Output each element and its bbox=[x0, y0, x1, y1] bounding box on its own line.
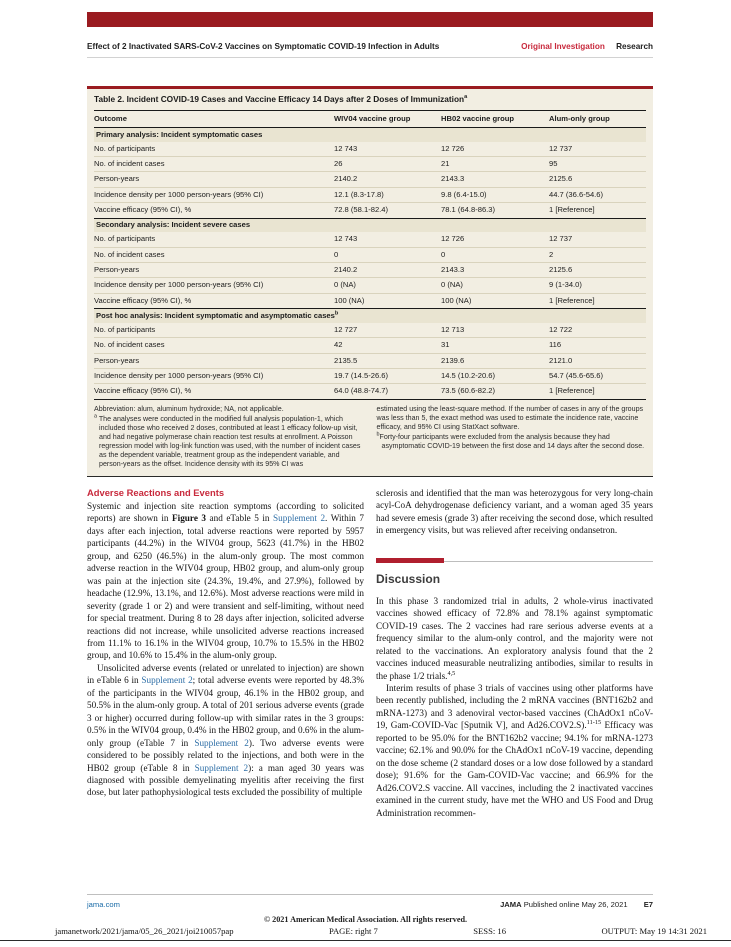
page-label: PAGE: right 7 bbox=[328, 926, 378, 936]
text-run: Efficacy was reported to be 95.0% for the BNT162b2 vaccine; 94.1% for mRNA-1273 vaccine; 62.1% and 90.0% for the ChAdOx1 nCoV-19 vaccine, depending on the dose scheme (2 standard doses or a low dose followed by a standard dose); 91.6% for the Gam-COVID-Vac vaccine; and 66.9% for the Ad26.COV2.S vaccine. All vaccines, including the 2 inactivated vaccines examined in the current study, have met the WHO and US Food and Drug Administration recommen- bbox=[376, 720, 654, 818]
row-value: 12 722 bbox=[549, 324, 573, 334]
paragraph bbox=[87, 662, 364, 799]
header-rule bbox=[87, 57, 653, 58]
abbreviation-note: Abbreviation: alum, aluminum hydroxide; NA, not applicable. bbox=[94, 404, 284, 413]
header-labels bbox=[512, 42, 653, 51]
row-value: 78.1 (64.8-86.3) bbox=[441, 203, 549, 218]
row-value: 0 bbox=[334, 247, 441, 262]
inline-link[interactable]: Supplement 2 bbox=[141, 675, 193, 686]
row-label: No. of incident cases bbox=[94, 157, 334, 172]
footer bbox=[87, 900, 653, 909]
top-maroon-bar bbox=[87, 12, 653, 27]
table-row bbox=[94, 262, 646, 277]
table-row bbox=[94, 368, 646, 383]
inline-link[interactable]: Supplement 2 bbox=[273, 513, 326, 524]
copyright-line: © 2021 American Medical Association. All rights reserved. bbox=[263, 915, 468, 924]
row-value: 9 (1-34.0) bbox=[549, 278, 646, 293]
row-value: 19.7 (14.5-26.6) bbox=[334, 368, 441, 383]
row-label: Person-years bbox=[94, 172, 334, 187]
table2 bbox=[94, 110, 646, 400]
sess-label: SESS: 16 bbox=[473, 926, 506, 936]
row-value: 2140.2 bbox=[334, 172, 441, 187]
row-value: 2143.3 bbox=[441, 172, 549, 187]
row-value: 1 [Reference] bbox=[549, 203, 646, 218]
row-label: No. of participants bbox=[94, 234, 156, 244]
row-label: Vaccine efficacy (95% CI), % bbox=[94, 293, 334, 308]
column-header-alum: Alum-only group bbox=[549, 111, 646, 128]
row-value: 2125.6 bbox=[549, 262, 646, 277]
jama-com-link[interactable]: jama.com bbox=[87, 900, 120, 909]
journal-name: JAMA bbox=[500, 900, 522, 909]
paragraph bbox=[87, 500, 364, 662]
row-value: 2139.6 bbox=[441, 353, 549, 368]
footnote-left-column bbox=[94, 405, 364, 470]
row-value: 2125.6 bbox=[549, 172, 646, 187]
row-value: 31 bbox=[441, 338, 549, 353]
section-superscript: b bbox=[334, 310, 339, 317]
slug-text: jamanetwork/2021/jama/05_26_2021/joi210057pap bbox=[55, 926, 234, 936]
category-label: Original Investigation bbox=[521, 42, 605, 51]
footer-rule bbox=[87, 894, 653, 895]
row-label: Incidence density per 1000 person-years (95% CI) bbox=[94, 368, 334, 383]
table-section-header: Post hoc analysis: Incident symptomatic and asymptomatic cases$^b$ bbox=[94, 309, 646, 323]
table-section-header: Primary analysis: Incident symptomatic cases bbox=[94, 128, 646, 142]
text-run: ; total adverse events were reported by 48.3% of the participants in the WIV04 group, 46.1% in the HB02 group, and 50.5% in the alum-only group. A total of 201 serious adverse events (grade 3 or higher) occurred during follow-up with similar rates in the 3 groups: 0.5% in the WIV04 group, 0.4% in the HB02 group, and 0.6% in the alum-only group (eTable 7 in bbox=[87, 675, 364, 748]
footnote-right-column bbox=[377, 405, 647, 470]
row-value: 2 bbox=[549, 247, 646, 262]
table-row bbox=[94, 203, 646, 218]
table-row bbox=[94, 293, 646, 308]
footnote-b: $^b$Forty-four participants were excluded from the analysis because they had asymptomatic COVID-19 between the first dose and 14 days after the second dose. bbox=[376, 431, 645, 450]
row-label: Vaccine efficacy (95% CI), % bbox=[94, 203, 334, 218]
row-value: 54.7 (45.6-65.6) bbox=[549, 368, 646, 383]
text-run: ). Two adverse events were considered to be possibly related to the injections, and both were in the HB02 group (eTable 8 in bbox=[87, 737, 364, 773]
table-row bbox=[94, 172, 646, 187]
row-value: 9.8 (6.4-15.0) bbox=[441, 187, 549, 202]
row-value: 2121.0 bbox=[549, 353, 646, 368]
table-row bbox=[94, 353, 646, 368]
inline-link[interactable]: Supplement 2 bbox=[194, 737, 249, 748]
page-number: E7 bbox=[643, 900, 653, 909]
discussion-heading: Discussion bbox=[376, 571, 441, 586]
row-value: 12 743 bbox=[334, 234, 358, 244]
running-header bbox=[87, 42, 653, 51]
discussion-red-bar bbox=[376, 558, 444, 563]
row-label: No. of participants bbox=[94, 143, 156, 153]
row-value: 0 bbox=[441, 247, 549, 262]
table-footnotes bbox=[94, 400, 646, 470]
row-value: 12.1 (8.3-17.8) bbox=[334, 187, 441, 202]
table-row bbox=[94, 247, 646, 262]
row-value: 12 737 bbox=[549, 234, 573, 244]
table2-title: Table 2. Incident COVID-19 Cases and Vaccine Efficacy 14 Days after 2 Doses of Immunization$^a$ bbox=[94, 94, 468, 104]
output-label: OUTPUT: May 19 14:31 2021 bbox=[601, 926, 707, 936]
row-value: 12 713 bbox=[441, 324, 465, 334]
bottom-rule bbox=[0, 940, 731, 941]
footnote-a-marker: a bbox=[94, 413, 97, 420]
row-value: 2140.2 bbox=[334, 262, 441, 277]
row-value: 0 (NA) bbox=[334, 278, 441, 293]
row-value: 100 (NA) bbox=[441, 293, 549, 308]
row-value: 42 bbox=[334, 338, 441, 353]
table-row bbox=[94, 323, 646, 338]
row-value: 72.8 (58.1-82.4) bbox=[334, 203, 441, 218]
row-value: 44.7 (36.6-54.6) bbox=[549, 187, 646, 202]
row-value: 12 727 bbox=[334, 324, 358, 334]
paragraph bbox=[376, 595, 653, 682]
row-value: 12 737 bbox=[549, 143, 573, 153]
citation-superscript: 4,5 bbox=[447, 669, 456, 677]
footnote-b-marker: b bbox=[376, 431, 380, 438]
row-label: Incidence density per 1000 person-years (95% CI) bbox=[94, 278, 334, 293]
footnote-a-continuation: estimated using the least-square method. If the number of cases in any of the groups was less than 5, the exact method was used to estimate the incidence rate, vaccine efficacy, and 95% CI using StatXact software. bbox=[376, 404, 644, 431]
text-run: . Within 7 days after each injection, total adverse reactions were reported by 5957 participants (44.2%) in the WIV04 group, 5623 (41.7%) in the HB02 group, and 6250 (46.5%) in the alum-only group. The most common adverse reaction in the WIV04 group, HB02 group, and alum-only group was pain at the injection site (24.3%, 19.4%, and 27.9%), followed by headache (12.9%, 13.1%, and 12.6%). Most adverse reactions were mild in severity (grade 1 or 2) and were transient and self-limiting, without need for special treatment. During 8 to 28 days after injection, solicited adverse reactions did not increase, while unsolicited adverse reactions increased from 11.1% to 16.1% in the WIV04 group, 10.7% to 15.5% in the HB02 group, and 10.6% to 15.4% in the alum-only group. bbox=[87, 513, 364, 661]
row-value: 12 726 bbox=[441, 234, 465, 244]
row-value: 116 bbox=[549, 338, 646, 353]
table-column-header-row bbox=[94, 111, 646, 128]
row-value: 95 bbox=[549, 157, 646, 172]
row-label: Person-years bbox=[94, 353, 334, 368]
row-label: No. of incident cases bbox=[94, 247, 334, 262]
table2-panel bbox=[87, 86, 653, 477]
text-run: ): a man aged 30 years was diagnosed with possible demyelinating myelitis after receiving the first dose, but later pathophysiological tests excluded the possibility of multiple bbox=[87, 762, 364, 798]
text-run: Interim results of phase 3 trials of vaccines using other platforms have been recently published, including the 2 mRNA vaccines (BNT162b2 and mRNA-1273) and 3 adenoviral vector-based vaccines (ChAdOx1 nCoV-19, Gam-COVID-Vac [Sputnik V], and Ad26.COV2.S). bbox=[376, 682, 653, 731]
row-label: No. of participants bbox=[94, 324, 156, 334]
discussion-divider bbox=[376, 561, 653, 562]
table-row bbox=[94, 384, 646, 399]
row-value: 2143.3 bbox=[441, 262, 549, 277]
table-row bbox=[94, 187, 646, 202]
footnote-a: $^a$ The analyses were conducted in the modified full analysis population-1, which included those who received 2 doses, contributed at least 1 efficacy follow-up visit, and had negative polymerase chain reaction test results at enrollment. A Poisson regression model with log-link function was used, with the number of incident cases as the dependent variable, treatment group as the independent variable, and person-years as the offset. Incidence density with its 95% CI was bbox=[94, 413, 361, 468]
row-value: 0 (NA) bbox=[441, 278, 549, 293]
adverse-reactions-heading: Adverse Reactions and Events bbox=[87, 487, 225, 498]
column-header-outcome: Outcome bbox=[94, 111, 334, 128]
text-run: sclerosis and identified that the man was heterozygous for very long-chain acyl-CoA dehydrogenase deficiency variant, and a woman aged 35 years had severe emesis (grade 3) after receiving the second dose, which resulted in emergency visits, but was relieved after receiving ondansetron. bbox=[376, 488, 653, 536]
text-run: and eTable 5 in bbox=[206, 513, 274, 524]
table-row bbox=[94, 278, 646, 293]
row-value: 73.5 (60.6-82.2) bbox=[441, 384, 549, 399]
text-run: Systemic and injection site reaction symptoms (according to solicited reports) are shown in bbox=[87, 501, 364, 524]
published-info: Published online May 26, 2021 bbox=[523, 900, 628, 909]
column-header-wiv04: WIV04 vaccine group bbox=[334, 111, 441, 128]
row-label: Incidence density per 1000 person-years (95% CI) bbox=[94, 187, 334, 202]
row-label: Person-years bbox=[94, 262, 334, 277]
row-value: 100 (NA) bbox=[334, 293, 441, 308]
row-value: 26 bbox=[334, 157, 441, 172]
footer-right bbox=[500, 900, 653, 909]
paragraph bbox=[376, 682, 653, 819]
table-row bbox=[94, 142, 646, 157]
text-run: Unsolicited adverse events (related or unrelated to injection) are shown in eTable 6 in bbox=[87, 662, 364, 686]
row-value: 14.5 (10.2-20.6) bbox=[441, 368, 549, 383]
table-row bbox=[94, 338, 646, 353]
body-right-column bbox=[376, 487, 653, 819]
row-value: 2135.5 bbox=[334, 353, 441, 368]
column-header-hb02: HB02 vaccine group bbox=[441, 111, 549, 128]
body-left-column bbox=[87, 487, 364, 799]
row-label: Vaccine efficacy (95% CI), % bbox=[94, 384, 334, 399]
row-value: 64.0 (48.8-74.7) bbox=[334, 384, 441, 399]
text-run: Figure 3 bbox=[172, 513, 207, 524]
citation-superscript: 11-15 bbox=[586, 719, 602, 727]
table-title-superscript: a bbox=[464, 94, 468, 101]
table-row bbox=[94, 157, 646, 172]
section-label: Research bbox=[616, 42, 653, 51]
row-value: 21 bbox=[441, 157, 549, 172]
paragraph bbox=[376, 487, 653, 537]
table-row bbox=[94, 232, 646, 247]
row-value: 1 [Reference] bbox=[549, 293, 646, 308]
row-value: 12 743 bbox=[334, 143, 358, 153]
admin-line bbox=[55, 926, 707, 936]
inline-link[interactable]: Supplement 2 bbox=[194, 762, 249, 773]
text-run: In this phase 3 randomized trial in adults, 2 whole-virus inactivated vaccines showed efficacy of 72.8% and 78.1% against symptomatic COVID-19 cases. The 2 vaccines had rare serious adverse events at a frequency similar to the alum-only control, and the majority were not related to the vaccinations. An exploratory analysis found that the 2 vaccines induced measurable neutralizing antibodies, similar to results in the phase 1/2 trials. bbox=[376, 595, 653, 681]
row-value: 12 726 bbox=[441, 143, 465, 153]
table-section-header: Secondary analysis: Incident severe cases bbox=[94, 218, 646, 232]
row-label: No. of incident cases bbox=[94, 338, 334, 353]
row-value: 1 [Reference] bbox=[549, 384, 646, 399]
article-title: Effect of 2 Inactivated SARS-CoV-2 Vaccines on Symptomatic COVID-19 Infection in Adults bbox=[87, 42, 440, 51]
